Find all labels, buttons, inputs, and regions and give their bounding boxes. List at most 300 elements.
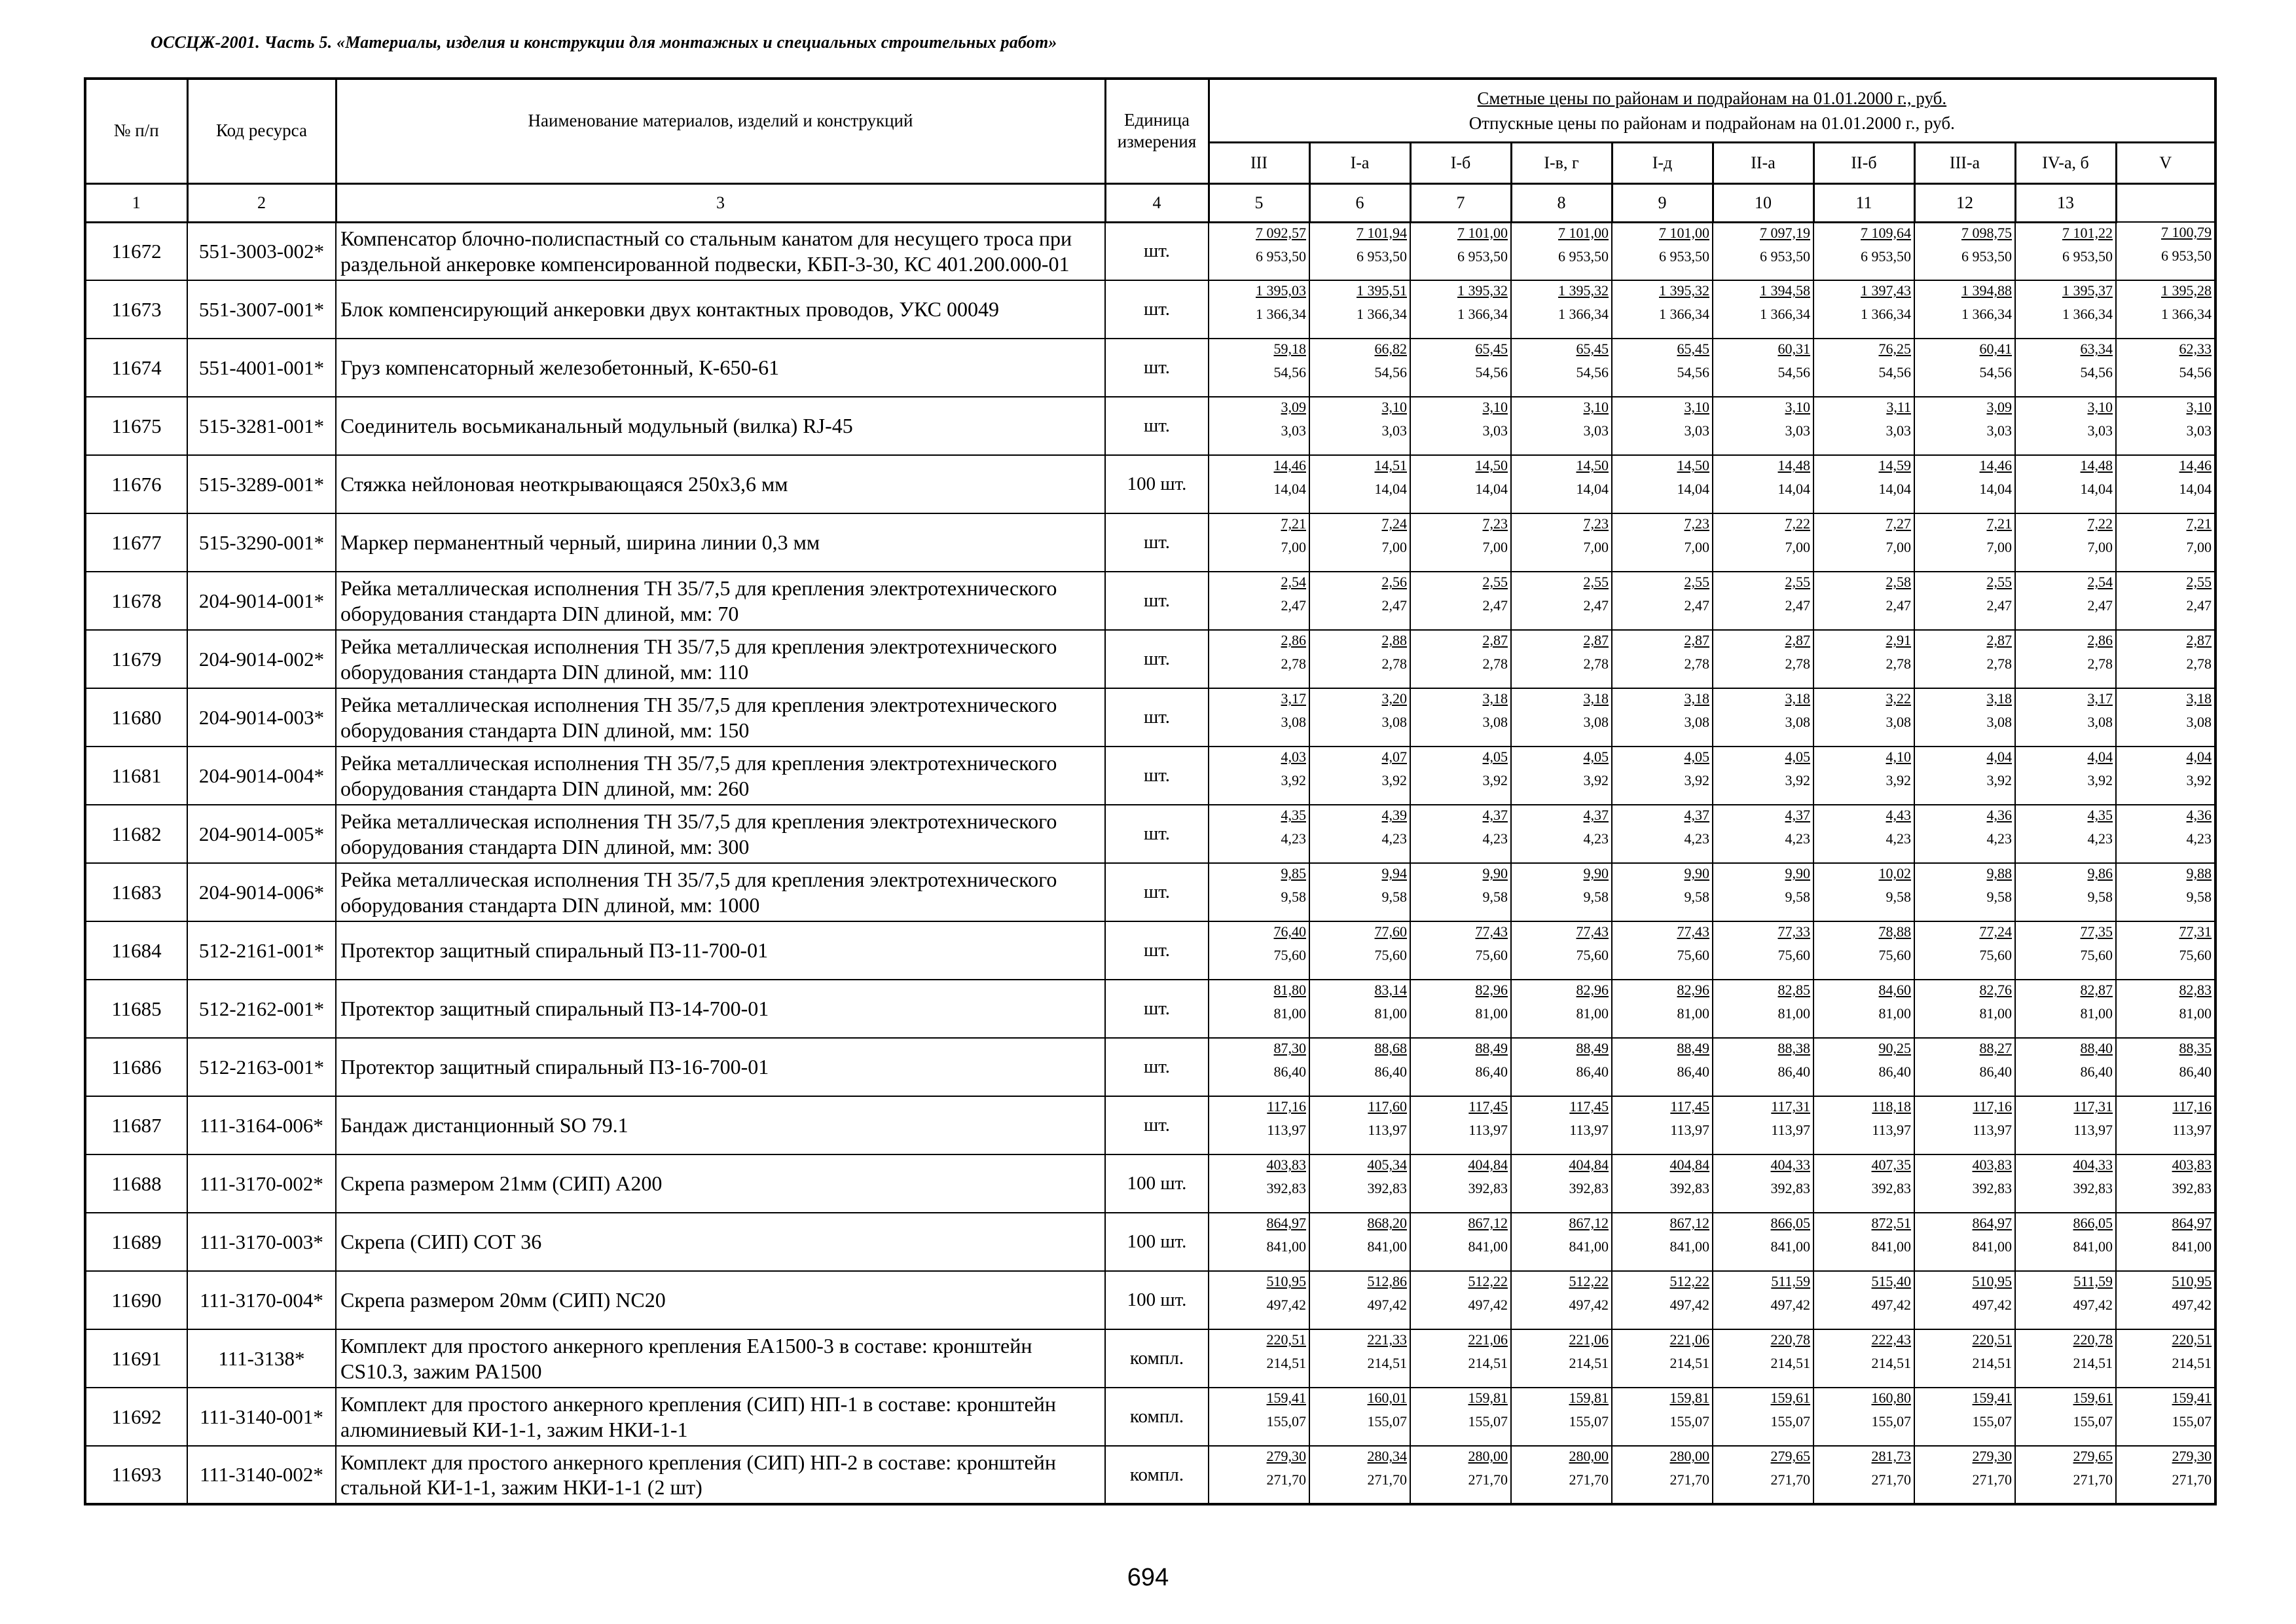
price-cell (2116, 1446, 2215, 1504)
estimate-price: 3,18 (1684, 690, 1709, 707)
table-row (85, 1154, 2215, 1213)
estimate-price: 404,33 (1770, 1156, 1810, 1173)
estimate-price: 160,01 (1367, 1390, 1407, 1407)
release-price: 54,56 (2080, 364, 2113, 381)
release-price: 3,03 (2186, 422, 2212, 439)
price-cell (1612, 688, 1713, 747)
release-price: 4,23 (1482, 830, 1508, 847)
estimate-price: 7 101,94 (1357, 224, 1407, 241)
unit-of-measure: компл. (1105, 1388, 1209, 1446)
price-cell (1813, 921, 1914, 980)
release-price: 4,23 (2087, 830, 2113, 847)
release-price: 3,08 (1482, 714, 1508, 731)
release-price: 271,70 (1266, 1471, 1306, 1488)
estimate-price: 78,88 (1878, 923, 1911, 940)
estimate-price: 82,96 (1677, 982, 1709, 999)
estimate-price: 1 395,32 (1457, 282, 1508, 299)
estimate-price: 510,95 (2172, 1273, 2212, 1290)
release-price: 497,42 (1669, 1297, 1709, 1314)
release-price: 9,58 (1281, 889, 1306, 906)
unit-of-measure: компл. (1105, 1329, 1209, 1388)
price-cell (2116, 688, 2215, 747)
price-cell (2116, 980, 2215, 1038)
release-price: 113,97 (1771, 1122, 1810, 1139)
estimate-price: 2,87 (1583, 632, 1609, 649)
estimate-price: 90,25 (1878, 1040, 1911, 1057)
price-cell (1309, 921, 1410, 980)
estimate-price: 82,96 (1576, 982, 1609, 999)
price-cell (1410, 630, 1511, 688)
release-price: 271,70 (1770, 1471, 1810, 1488)
estimate-price: 88,35 (2179, 1040, 2212, 1057)
table-row (85, 222, 2215, 280)
release-price: 75,60 (1475, 947, 1508, 964)
table-row (85, 397, 2215, 455)
price-cell (1209, 863, 1309, 921)
release-price: 3,08 (2186, 714, 2212, 731)
unit-of-measure: 100 шт. (1105, 455, 1209, 513)
release-price: 2,47 (2087, 597, 2113, 614)
price-cell (1713, 688, 1813, 747)
estimate-price: 77,35 (2080, 923, 2113, 940)
release-price: 14,04 (2080, 481, 2113, 498)
estimate-price: 407,35 (1871, 1156, 1911, 1173)
estimate-price: 2,56 (1381, 574, 1407, 591)
release-price: 75,60 (2080, 947, 2113, 964)
estimate-price: 3,22 (1886, 690, 1911, 707)
price-cell (1914, 280, 2015, 339)
estimate-price: 221,06 (1468, 1331, 1508, 1348)
price-cell (1612, 1446, 1713, 1504)
price-cell (2015, 1213, 2116, 1271)
release-price: 75,60 (1878, 947, 1911, 964)
estimate-price: 3,17 (1281, 690, 1306, 707)
estimate-price: 279,65 (1770, 1448, 1810, 1465)
price-cell (1612, 805, 1713, 863)
resource-code: 204-9014-006* (187, 863, 336, 921)
estimate-price: 1 395,32 (1659, 282, 1709, 299)
release-price: 3,92 (2186, 772, 2212, 789)
estimate-price: 4,37 (1482, 807, 1508, 824)
price-cell (1511, 747, 1612, 805)
release-price: 214,51 (2073, 1355, 2113, 1372)
release-price: 54,56 (1979, 364, 2012, 381)
estimate-price: 77,31 (2179, 923, 2212, 940)
column-number: 4 (1105, 183, 1209, 222)
estimate-price: 279,30 (1972, 1448, 2012, 1465)
estimate-price: 4,05 (1482, 748, 1508, 766)
header-unit: Единица измерения (1105, 79, 1209, 183)
price-cell (2015, 747, 2116, 805)
estimate-price: 117,31 (1771, 1098, 1810, 1115)
price-cell (1612, 1213, 1713, 1271)
price-cell (1511, 1154, 1612, 1213)
price-cell (2015, 630, 2116, 688)
price-cell (1309, 805, 1410, 863)
price-cell (2116, 397, 2215, 455)
release-price: 1 366,34 (1659, 306, 1709, 323)
estimate-price: 2,55 (1482, 574, 1508, 591)
estimate-price: 510,95 (1972, 1273, 2012, 1290)
estimate-price: 7 098,75 (1961, 224, 2012, 241)
price-cell (1410, 921, 1511, 980)
price-cell (1209, 339, 1309, 397)
table-row (85, 1271, 2215, 1329)
price-cell (1813, 1096, 1914, 1154)
estimate-price: 82,76 (1979, 982, 2012, 999)
estimate-price: 404,84 (1468, 1156, 1508, 1173)
estimate-price: 159,61 (2073, 1390, 2113, 1407)
price-cell (1612, 863, 1713, 921)
header-prices (1209, 79, 2215, 142)
release-price: 3,92 (1684, 772, 1709, 789)
estimate-price: 4,04 (1986, 748, 2012, 766)
release-price: 113,97 (1267, 1122, 1306, 1139)
release-price: 14,04 (2179, 481, 2212, 498)
release-price: 113,97 (2073, 1122, 2113, 1139)
table-row (85, 455, 2215, 513)
release-price: 6 953,50 (1861, 248, 1911, 265)
table-row (85, 513, 2215, 572)
row-number: 11686 (85, 1038, 187, 1096)
estimate-price: 7 100,79 (2161, 224, 2212, 241)
release-price: 3,03 (1583, 422, 1609, 439)
estimate-price: 83,14 (1374, 982, 1407, 999)
price-cell (1209, 921, 1309, 980)
estimate-price: 7,21 (1986, 515, 2012, 532)
release-price: 86,40 (1878, 1063, 1911, 1080)
release-price: 392,83 (1770, 1180, 1810, 1197)
estimate-price: 3,10 (1583, 399, 1609, 416)
estimate-price: 14,51 (1374, 457, 1407, 474)
price-cell (1713, 1154, 1813, 1213)
price-cell (1612, 339, 1713, 397)
release-price: 113,97 (1973, 1122, 2012, 1139)
price-cell (1410, 1446, 1511, 1504)
price-cell (1511, 630, 1612, 688)
estimate-price: 4,36 (2186, 807, 2212, 824)
price-cell (1511, 921, 1612, 980)
estimate-price: 159,41 (1972, 1390, 2012, 1407)
release-price: 392,83 (2172, 1180, 2212, 1197)
price-cell (1410, 397, 1511, 455)
estimate-price: 7,21 (1281, 515, 1306, 532)
item-name: Протектор защитный спиральный ПЗ-11-700-01 (336, 921, 1105, 980)
estimate-price: 9,94 (1381, 865, 1407, 882)
price-cell (1410, 222, 1511, 280)
release-price: 1 366,34 (2161, 306, 2212, 323)
price-cell (2015, 863, 2116, 921)
release-price: 86,40 (1979, 1063, 2012, 1080)
release-price: 14,04 (1374, 481, 1407, 498)
price-cell (1713, 630, 1813, 688)
price-cell (1209, 747, 1309, 805)
row-number: 11683 (85, 863, 187, 921)
price-cell (1410, 1096, 1511, 1154)
price-cell (1309, 1213, 1410, 1271)
price-cell (1914, 747, 2015, 805)
item-name: Скрепа (СИП) СОТ 36 (336, 1213, 1105, 1271)
estimate-price: 4,07 (1381, 748, 1407, 766)
unit-of-measure: шт. (1105, 688, 1209, 747)
price-cell (2015, 1446, 2116, 1504)
release-price: 14,04 (1475, 481, 1508, 498)
price-cell (2015, 1038, 2116, 1096)
release-price: 2,78 (1583, 655, 1609, 673)
estimate-price: 3,10 (1482, 399, 1508, 416)
estimate-price: 4,37 (1684, 807, 1709, 824)
row-number: 11678 (85, 572, 187, 630)
price-cell (1209, 572, 1309, 630)
unit-of-measure: шт. (1105, 980, 1209, 1038)
price-cell (1813, 222, 1914, 280)
row-number: 11674 (85, 339, 187, 397)
item-name: Соединитель восьмиканальный модульный (вилка) RJ-45 (336, 397, 1105, 455)
table-row (85, 688, 2215, 747)
estimate-price: 511,59 (2073, 1273, 2113, 1290)
price-cell (1914, 863, 2015, 921)
price-cell (1612, 921, 1713, 980)
price-cell (1410, 805, 1511, 863)
price-cell (1309, 280, 1410, 339)
release-price: 4,23 (1986, 830, 2012, 847)
release-price: 214,51 (1367, 1355, 1407, 1372)
table-row (85, 1038, 2215, 1096)
estimate-price: 3,17 (2087, 690, 2113, 707)
release-price: 9,58 (1986, 889, 2012, 906)
resource-code: 551-3007-001* (187, 280, 336, 339)
resource-code: 204-9014-001* (187, 572, 336, 630)
estimate-price: 3,18 (1986, 690, 2012, 707)
estimate-price: 14,50 (1475, 457, 1508, 474)
price-cell (2116, 921, 2215, 980)
release-price: 6 953,50 (1760, 248, 1810, 265)
estimate-price: 65,45 (1677, 341, 1709, 358)
release-price: 4,23 (2186, 830, 2212, 847)
price-cell (2015, 1154, 2116, 1213)
estimate-price: 404,84 (1569, 1156, 1609, 1173)
estimate-price: 280,00 (1569, 1448, 1609, 1465)
estimate-price: 65,45 (1576, 341, 1609, 358)
release-price: 2,78 (1381, 655, 1407, 673)
price-cell (1813, 455, 1914, 513)
estimate-price: 118,18 (1872, 1098, 1911, 1115)
release-price: 155,07 (1367, 1413, 1407, 1430)
release-price: 14,04 (1777, 481, 1810, 498)
release-price: 155,07 (1468, 1413, 1508, 1430)
price-cell (2116, 805, 2215, 863)
unit-of-measure: шт. (1105, 572, 1209, 630)
column-number: 10 (1713, 183, 1813, 222)
estimate-price: 117,16 (1267, 1098, 1306, 1115)
release-price: 392,83 (1468, 1180, 1508, 1197)
price-cell (1612, 1329, 1713, 1388)
estimate-price: 159,41 (2172, 1390, 2212, 1407)
estimate-price: 872,51 (1871, 1215, 1911, 1232)
estimate-price: 3,18 (1785, 690, 1810, 707)
price-cell (2116, 1388, 2215, 1446)
release-price: 497,42 (2172, 1297, 2212, 1314)
table-row (85, 863, 2215, 921)
estimate-price: 2,87 (1684, 632, 1709, 649)
price-cell (1410, 1038, 1511, 1096)
release-price: 54,56 (1475, 364, 1508, 381)
price-cell (1713, 1329, 1813, 1388)
estimate-price: 7,22 (2087, 515, 2113, 532)
price-cell (1813, 688, 1914, 747)
price-cell (1914, 513, 2015, 572)
item-name: Бандаж дистанционный SO 79.1 (336, 1096, 1105, 1154)
price-cell (1410, 688, 1511, 747)
header-no: № п/п (85, 79, 187, 183)
estimate-price: 1 395,37 (2062, 282, 2113, 299)
release-price: 2,78 (1482, 655, 1508, 673)
release-price: 214,51 (2172, 1355, 2212, 1372)
row-number: 11691 (85, 1329, 187, 1388)
resource-code: 515-3289-001* (187, 455, 336, 513)
price-cell (1713, 1271, 1813, 1329)
price-cell (1209, 455, 1309, 513)
release-price: 155,07 (1972, 1413, 2012, 1430)
estimate-price: 3,18 (1482, 690, 1508, 707)
row-number: 11690 (85, 1271, 187, 1329)
price-cell (1309, 630, 1410, 688)
price-cell (1914, 1038, 2015, 1096)
price-cell (1813, 747, 1914, 805)
estimate-price: 4,35 (1281, 807, 1306, 824)
price-cell (2015, 455, 2116, 513)
release-price: 7,00 (1482, 539, 1508, 556)
release-price: 14,04 (1273, 481, 1306, 498)
estimate-price: 14,46 (1273, 457, 1306, 474)
estimate-price: 159,81 (1569, 1390, 1609, 1407)
column-number: 5 (1209, 183, 1309, 222)
release-price: 2,47 (1583, 597, 1609, 614)
price-cell (2116, 1213, 2215, 1271)
price-cell (1309, 1154, 1410, 1213)
price-cell (1209, 1271, 1309, 1329)
estimate-price: 279,30 (2172, 1448, 2212, 1465)
estimate-price: 4,35 (2087, 807, 2113, 824)
estimate-price: 221,06 (1669, 1331, 1709, 1348)
estimate-price: 77,33 (1777, 923, 1810, 940)
estimate-price: 512,22 (1468, 1273, 1508, 1290)
release-price: 75,60 (1677, 947, 1709, 964)
item-name: Компенсатор блочно-полиспастный со стальным канатом для несущего троса при раздельной анкеровке компенсированной подвески, КБП-3-30, КС 401.200.000-01 (336, 222, 1105, 280)
release-price: 81,00 (1475, 1005, 1508, 1022)
release-price: 841,00 (1669, 1238, 1709, 1255)
estimate-price: 117,45 (1468, 1098, 1508, 1115)
row-number: 11685 (85, 980, 187, 1038)
release-price: 3,03 (1886, 422, 1911, 439)
estimate-price: 2,87 (1986, 632, 2012, 649)
estimate-price: 2,88 (1381, 632, 1407, 649)
price-cell (1813, 1038, 1914, 1096)
price-cell (2116, 222, 2215, 280)
price-cell (1511, 572, 1612, 630)
unit-of-measure: шт. (1105, 805, 1209, 863)
price-cell (1713, 572, 1813, 630)
price-cell (1813, 397, 1914, 455)
estimate-price: 159,41 (1266, 1390, 1306, 1407)
release-price: 81,00 (1979, 1005, 2012, 1022)
table-row (85, 1329, 2215, 1388)
unit-of-measure: шт. (1105, 222, 1209, 280)
estimate-price: 88,49 (1677, 1040, 1709, 1057)
price-cell (1209, 280, 1309, 339)
release-price: 2,47 (1886, 597, 1911, 614)
price-cell (1713, 513, 1813, 572)
release-price: 271,70 (1569, 1471, 1609, 1488)
estimate-price: 2,86 (1281, 632, 1306, 649)
price-cell (1511, 1388, 1612, 1446)
column-number: 11 (1813, 183, 1914, 222)
price-cell (1612, 1388, 1713, 1446)
estimate-price: 7 101,00 (1659, 224, 1709, 241)
price-cell (2116, 1271, 2215, 1329)
release-price: 392,83 (1871, 1180, 1911, 1197)
release-price: 4,23 (1281, 830, 1306, 847)
price-cell (1410, 863, 1511, 921)
price-cell (2116, 1154, 2215, 1213)
estimate-price: 4,04 (2087, 748, 2113, 766)
price-cell (1209, 1038, 1309, 1096)
price-cell (1511, 513, 1612, 572)
price-cell (1813, 863, 1914, 921)
release-price: 4,23 (1381, 830, 1407, 847)
price-cell (2015, 805, 2116, 863)
estimate-price: 77,43 (1677, 923, 1709, 940)
price-cell (1813, 1154, 1914, 1213)
estimate-price: 60,41 (1979, 341, 2012, 358)
price-cell (1209, 630, 1309, 688)
release-price: 1 366,34 (1256, 306, 1306, 323)
release-price: 81,00 (1677, 1005, 1709, 1022)
estimate-price: 3,10 (1684, 399, 1709, 416)
release-price: 54,56 (1576, 364, 1609, 381)
estimate-price: 2,58 (1886, 574, 1911, 591)
price-cell (1813, 630, 1914, 688)
price-cell (1813, 1388, 1914, 1446)
column-number: 9 (1612, 183, 1713, 222)
estimate-price: 867,12 (1468, 1215, 1508, 1232)
estimate-price: 7,24 (1381, 515, 1407, 532)
header-region: I-д (1612, 142, 1713, 183)
price-cell (1309, 980, 1410, 1038)
price-cell (1713, 1096, 1813, 1154)
release-price: 81,00 (1273, 1005, 1306, 1022)
release-price: 54,56 (1777, 364, 1810, 381)
estimate-price: 512,22 (1569, 1273, 1609, 1290)
release-price: 4,23 (1785, 830, 1810, 847)
release-price: 2,47 (1684, 597, 1709, 614)
price-cell (1410, 1154, 1511, 1213)
price-cell (1914, 339, 2015, 397)
item-name: Рейка металлическая исполнения ТН 35/7,5 для крепления электротехнического оборудования стандарта DIN длиной, мм: 150 (336, 688, 1105, 747)
price-cell (2015, 397, 2116, 455)
estimate-price: 14,59 (1878, 457, 1911, 474)
column-number: 8 (1511, 183, 1612, 222)
release-price: 86,40 (1475, 1063, 1508, 1080)
release-price: 81,00 (1777, 1005, 1810, 1022)
release-price: 14,04 (1677, 481, 1709, 498)
release-price: 86,40 (1576, 1063, 1609, 1080)
release-price: 3,92 (1785, 772, 1810, 789)
column-number: 1 (85, 183, 187, 222)
price-cell (1612, 455, 1713, 513)
row-number: 11688 (85, 1154, 187, 1213)
estimate-price: 7,23 (1583, 515, 1609, 532)
